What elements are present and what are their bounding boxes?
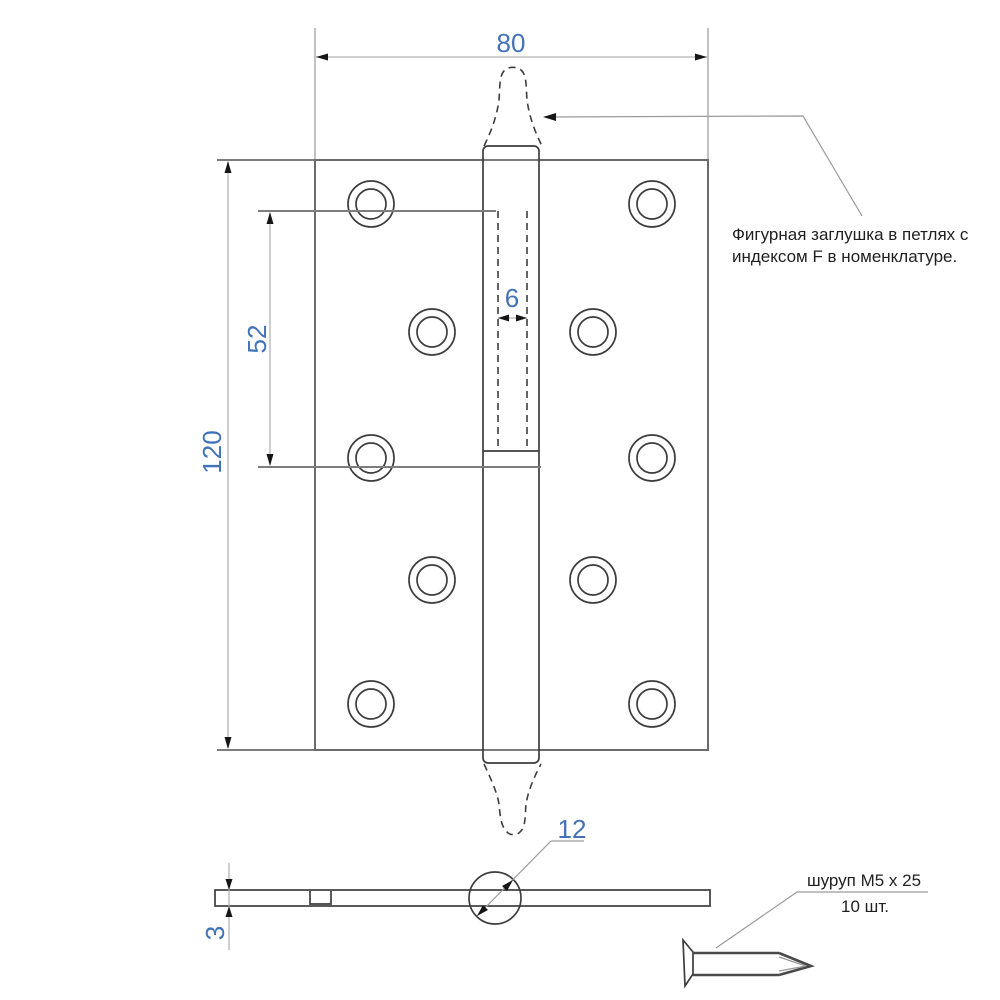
- height-dimension-label: 120: [197, 430, 227, 474]
- hinge-plate: [315, 160, 708, 750]
- dimension-width-80: [315, 28, 708, 159]
- screw-qty-label: 10 шт.: [841, 897, 889, 916]
- screw-head: [683, 940, 693, 986]
- screw-illustration: [683, 871, 928, 986]
- diameter-leader-line: [477, 841, 551, 916]
- pin-width-dimension-label: 6: [504, 283, 520, 313]
- callout-text-line2: индексом F в номенклатуре.: [732, 247, 958, 266]
- arrowhead-up-icon: [267, 212, 274, 224]
- bottom-finial-outline: [484, 764, 541, 835]
- hole-span-dimension-label: 52: [242, 324, 272, 354]
- dimension-height-120: [197, 160, 314, 750]
- screw-leader-line: [716, 892, 928, 948]
- arrowhead-left-icon: [316, 54, 328, 61]
- arrowhead-down-icon: [225, 737, 232, 749]
- dimension-diameter-12: [477, 814, 586, 916]
- screw-spec-label: шуруп M5 x 25: [806, 871, 922, 890]
- arrowhead-up-icon: [225, 161, 232, 173]
- screw-tip: [779, 953, 811, 975]
- leaf-joint-notch: [310, 891, 331, 904]
- arrowhead-down-icon: [226, 879, 233, 890]
- arrowhead-right-icon: [695, 54, 707, 61]
- arrowhead-down-icon: [267, 454, 274, 466]
- width-dimension-label: 80: [496, 28, 526, 58]
- front-view: [315, 67, 708, 834]
- barrel-diameter-label: 12: [557, 814, 587, 844]
- arrowhead-up-icon: [226, 906, 233, 917]
- top-finial-outline: [484, 67, 542, 146]
- thickness-label: 3: [200, 925, 230, 941]
- callout-text-line1: Фигурная заглушка в петлях с: [732, 225, 969, 244]
- edge-view-plate: [215, 890, 710, 906]
- arrowhead-left-icon: [543, 113, 556, 121]
- edge-view: [200, 814, 710, 950]
